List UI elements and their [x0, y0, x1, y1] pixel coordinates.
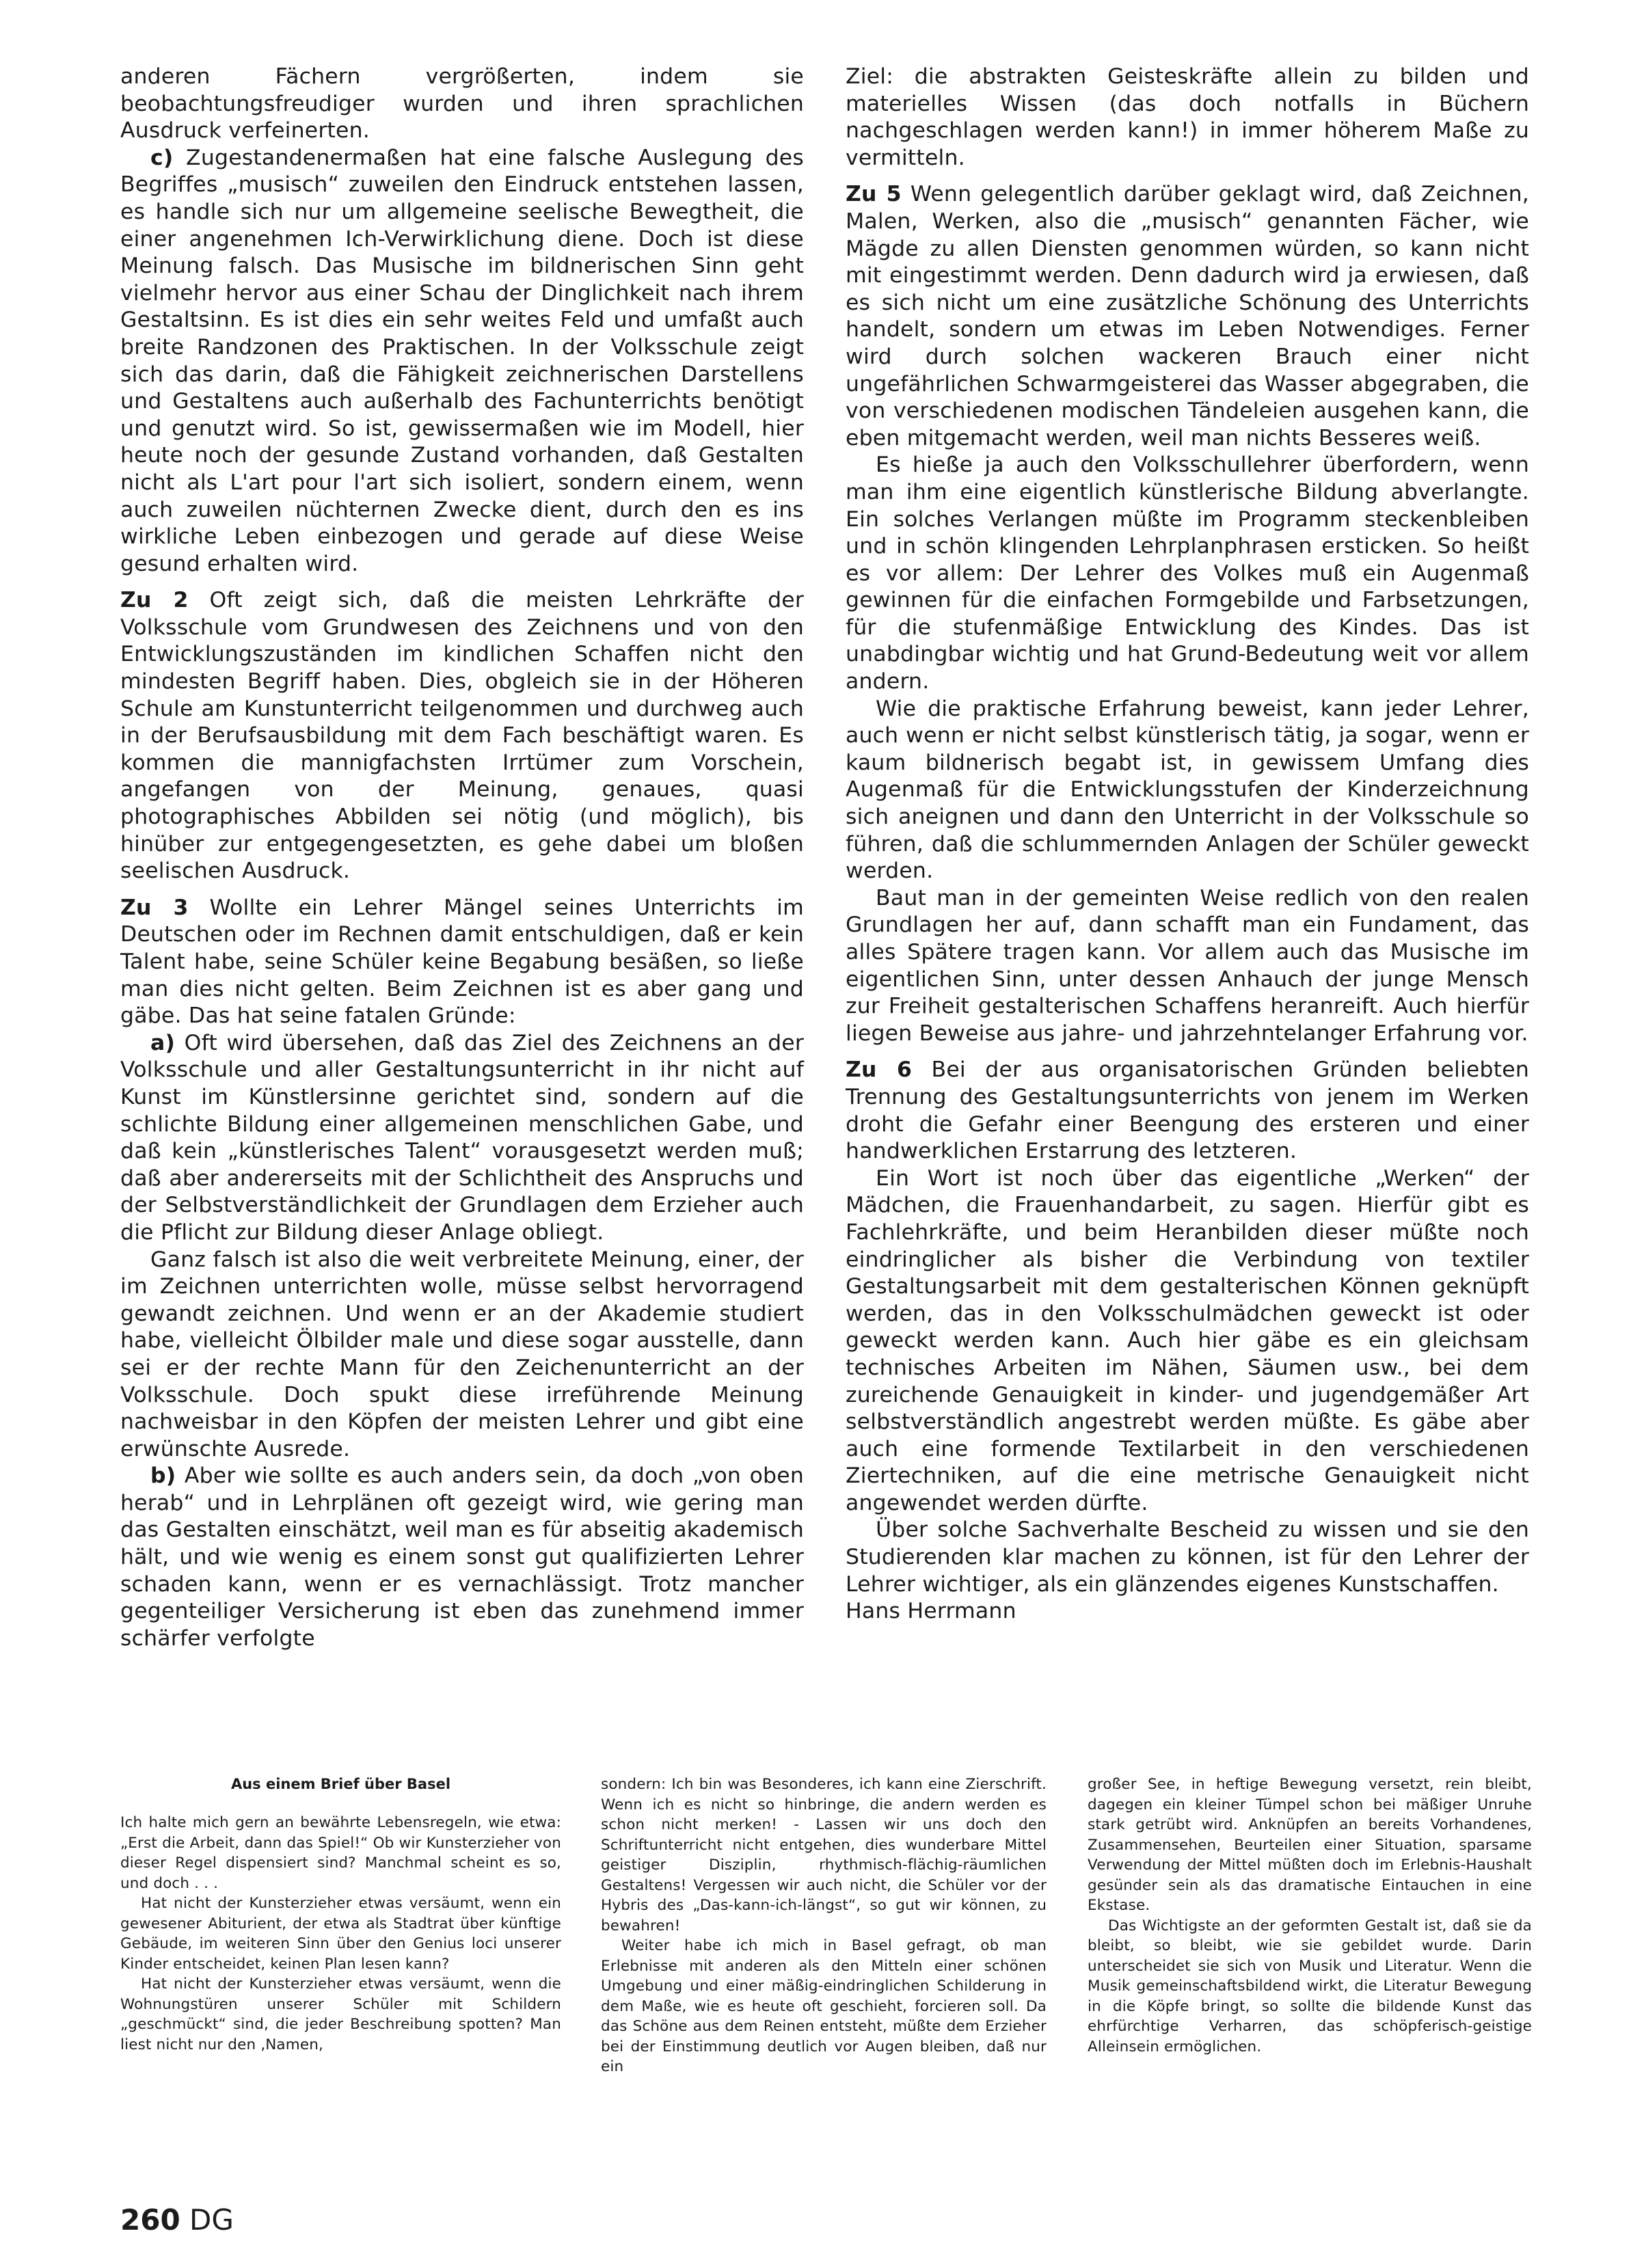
- letter-title: Aus einem Brief über Basel: [230, 1776, 451, 1792]
- article-paragraph: Zu 3 Wollte ein Lehrer Mängel seines Unterrichts im Deutschen oder im Rechnen damit entschuldigen, daß er kein Talent habe, seine Schüler keine Begabung besäßen, so ließe man dies nicht gelten. Beim Zeichnen ist es aber gang und gäbe. Das hat seine fatalen Gründe:: [120, 895, 804, 1029]
- letter-paragraph: sondern: Ich bin was Besonderes, ich kann eine Zierschrift. Wenn ich es nicht so hinbringe, die andern werden es schon nicht merken! - Lassen wir uns doch den Schriftunterricht nicht entgehen, dies wunderbare Mittel geistiger Disziplin, rhythmisch-flächig-räumlichen Gestaltens! Vergessen wir auch nicht, die Schüler vor der Hybris des „Das-kann-ich-längst“, so gut wir können, zu bewahren!: [601, 1776, 1047, 1934]
- article-paragraph: Wie die praktische Erfahrung beweist, kann jeder Lehrer, auch wenn er nicht selbst künstlerisch tätig, ja sogar, wenn er kaum bildnerisch begabt ist, in gewissem Umfang dies Augenmaß für die Entwicklungsstufen der Kinderzeichnung sich aneignen und dann den Unterricht in der Volksschule so führen, daß die schlummernden Anlagen der Schüler geweckt werden.: [846, 696, 1529, 884]
- article-right-column: [846, 64, 1529, 1625]
- letter-column-2: [601, 1774, 1047, 2077]
- article-paragraph: c) Zugestandenermaßen hat eine falsche Auslegung des Begriffes „musisch“ zuweilen den Eindruck entstehen lassen, es handle sich nur um allgemeine seelische Bewegtheit, die einer angenehmen Ich-Verwirklichung diene. Doch ist diese Meinung falsch. Das Musische im bildnerischen Sinn geht vielmehr hervor aus einer Schau der Dinglichkeit nach ihrem Gestaltsinn. Es ist dies ein sehr weites Feld und umfaßt auch breite Randzonen des Praktischen. In der Volksschule zeigt sich das darin, daß die Fähigkeit zeichnerischen Darstellens und Gestaltens auch außerhalb des Fachunterrichts benötigt und genutzt wird. So ist, gewissermaßen wie im Modell, hier heute noch der gesunde Zustand vorhanden, daß Gestalten nicht als L'art pour l'art sich isoliert, sondern einem, wenn auch zuweilen nüchternen Zwecke dient, durch den es ins wirkliche Leben einbezogen und gerade auf diese Weise gesund erhalten wird.: [120, 145, 804, 576]
- article-paragraph: Ziel: die abstrakten Geisteskräfte allein zu bilden und materielles Wissen (das doch notfalls in Büchern nachgeschlagen werden kann!) in immer höherem Maße zu vermitteln.: [846, 64, 1529, 170]
- article-paragraph: Zu 6 Bei der aus organisatorischen Gründen beliebten Trennung des Gestaltungsunterrichts von jenem im Werken droht die Gefahr einer Beengung des ersteren und einer handwerklichen Erstarrung des letzteren.: [846, 1057, 1530, 1164]
- letter-column-3: [1088, 1774, 1532, 2057]
- page-number: 260: [120, 2203, 180, 2237]
- article-left-column: [120, 64, 804, 1652]
- letter-paragraph: Weiter habe ich mich in Basel gefragt, ob man Erlebnisse mit anderen als den Mitteln einer schönen Umgebung und einer mäßig-eindringlichen Schilderung in dem Maße, wie es heute oft geschieht, forcieren soll. Da das Schöne aus dem Reinen entsteht, müßte dem Erzieher bei der Einstimmung deutlich vor Augen bleiben, daß nur ein: [601, 1937, 1047, 2075]
- letter-paragraph: großer See, in heftige Bewegung versetzt, rein bleibt, dagegen ein kleiner Tümpel schon bei mäßiger Unruhe stark getrübt wird. Anknüpfen an bereits Vorhandenes, Zusammensehen, Beurteilen einer Situation, sparsame Verwendung der Mittel müßten doch im Erlebnis-Haushalt gesünder sein als das dramatische Eintauchen in eine Ekstase.: [1088, 1776, 1532, 1914]
- letter-paragraph: Das Wichtigste an der geformten Gestalt ist, daß sie da bleibt, so bleibt, wie sie gebildet wurde. Darin unterscheidet sie sich von Musik und Literatur. Wenn die Musik gemeinschaftsbildend wirkt, die Literatur Bewegung in die Köpfe bringt, so sollte die bildende Kunst das ehrfürchtige Verharren, das schöpferisch-geistige Alleinsein ermöglichen.: [1088, 1917, 1532, 2055]
- article-paragraph: b) Aber wie sollte es auch anders sein, da doch „von oben herab“ und in Lehrplänen oft gezeigt wird, wie gering man das Gestalten einschätzt, weil man es für abseitig akademisch hält, und wie wenig es einem sonst gut qualifizierten Lehrer schaden kann, wenn er es vernachlässigt. Trotz mancher gegenteiliger Versicherung ist eben das zunehmend immer schärfer verfolgte: [120, 1463, 804, 1651]
- article-paragraph: Zu 5 Wenn gelegentlich darüber geklagt wird, daß Zeichnen, Malen, Werken, also die „musisch“ genannten Fächer, wie Mägde zu allen Diensten genommen würden, so kann nicht mit eingestimmt werden. Denn dadurch wird ja erwiesen, daß es sich nicht um eine zusätzliche Schönung des Unterrichts handelt, sondern um etwas im Leben Notwendiges. Ferner wird durch solchen wackeren Brauch einer nicht ungefährlichen Schwarmgeisterei das Wasser abgegraben, die von verschiedenen modischen Tändeleien ausgehen kann, die eben mitgemacht werden, weil man nichts Besseres weiß.: [846, 182, 1529, 450]
- article-paragraph: Ganz falsch ist also die weit verbreitete Meinung, einer, der im Zeichnen unterrichten wolle, müsse selbst hervorragend gewandt zeichnen. Und wenn er an der Akademie studiert habe, vielleicht Ölbilder male und diese sogar ausstelle, dann sei er der rechte Mann für den Zeichenunterricht an der Volksschule. Doch spukt diese irreführende Meinung nachweisbar in den Köpfen der meisten Lehrer und gibt eine erwünschte Ausrede.: [120, 1247, 804, 1461]
- letter-paragraph: Hat nicht der Kunsterzieher etwas versäumt, wenn die Wohnungstüren unserer Schüler mit Schildern „geschmückt“ sind, die jeder Beschreibung spotten? Man liest nicht nur den ‚Namen,: [120, 1975, 561, 2053]
- journal-abbreviation: DG: [189, 2203, 234, 2237]
- article-paragraph: anderen Fächern vergrößerten, indem sie beobachtungsfreudiger wurden und ihren sprachlichen Ausdruck verfeinerten.: [120, 64, 804, 144]
- article-paragraph: Über solche Sachverhalte Bescheid zu wissen und sie den Studierenden klar machen zu können, ist für den Lehrer der Lehrer wichtiger, als ein glänzendes eigenes Kunstschaffen.: [846, 1517, 1529, 1597]
- article-paragraph: a) Oft wird übersehen, daß das Ziel des Zeichnens an der Volksschule und aller Gestaltungsunterricht in ihr nicht auf Kunst im Künstlersinne gerichtet sind, sondern auf die schlichte Bildung einer allgemeinen menschlichen Gabe, und daß kein „künstlerisches Talent“ vorausgesetzt werden muß; daß aber andererseits mit der Schlichtheit des Anspruchs und der Selbstverständlichkeit der Grundlagen dem Erzieher auch die Pflicht zur Bildung dieser Anlage obliegt.: [120, 1030, 804, 1245]
- page-footer: [120, 2202, 234, 2238]
- letter-column-1: [120, 1774, 561, 2055]
- author-signature: Hans Herrmann: [846, 1599, 1016, 1624]
- letter-paragraph: Hat nicht der Kunsterzieher etwas versäumt, wenn ein gewesener Abiturient, der etwa als Stadtrat über künftige Gebäude, im weiteren Sinn über den Genius loci unserer Kinder entscheidet, keinen Plan lesen kann?: [120, 1895, 561, 1973]
- article-paragraph: Baut man in der gemeinten Weise redlich von den realen Grundlagen her auf, dann schafft man ein Fundament, das alles Spätere tragen kann. Vor allem auch das Musische im eigentlichen Sinn, unter dessen Anhauch der junge Mensch zur Freiheit gestalterischen Schaffens heranreift. Auch hierfür liegen Beweise aus jahre- und jahrzehntelanger Erfahrung vor.: [846, 885, 1529, 1046]
- letter-paragraph: Ich halte mich gern an bewährte Lebensregeln, wie etwa: „Erst die Arbeit, dann das Spiel!“ Ob wir Kunsterzieher von dieser Regel dispensiert sind? Manchmal scheint es so, und doch . . .: [120, 1814, 561, 1892]
- article-paragraph: Es hieße ja auch den Volksschullehrer überfordern, wenn man ihm eine eigentlich künstlerische Bildung abverlangte. Ein solches Verlangen müßte im Programm steckenbleiben und in schön klingenden Lehrplanphrasen ersticken. So heißt es vor allem: Der Lehrer des Volkes muß ein Augenmaß gewinnen für die einfachen Formgebilde und Farbsetzungen, für die stufenmäßige Entwicklung des Kindes. Das ist unabdingbar wichtig und hat Grund-Bedeutung weit vor allem andern.: [846, 453, 1529, 694]
- article-paragraph: Ein Wort ist noch über das eigentliche „Werken“ der Mädchen, die Frauenhandarbeit, zu sagen. Hierfür gibt es Fachlehrkräfte, und beim Heranbilden dieser müßte noch eindringlicher als bisher die Verbindung von textiler Gestaltungsarbeit mit dem gestalterischen Können geknüpft werden, das in den Volksschulmädchen geweckt ist oder geweckt werden kann. Auch hier gäbe es ein gleichsam technisches Arbeiten im Nähen, Säumen usw., bei dem zureichende Genauigkeit in kinder- und jugendgemäßer Art selbstverständlich angestrebt werden müßte. Es gäbe aber auch eine formende Textilarbeit in den verschiedenen Ziertechniken, auf die eine metrische Genauigkeit nicht angewendet werden dürfte.: [846, 1165, 1529, 1515]
- article-paragraph: Zu 2 Oft zeigt sich, daß die meisten Lehrkräfte der Volksschule vom Grundwesen des Zeichnens und von den Entwicklungszuständen im kindlichen Schaffen nicht den mindesten Begriff haben. Dies, obgleich sie in der Höheren Schule am Kunstunterricht teilgenommen und durchweg auch in der Berufsausbildung mit dem Fach beschäftigt waren. Es kommen die mannigfachsten Irrtümer zum Vorschein, angefangen von der Meinung, genaues, quasi photographisches Abbilden sei nötig (und möglich), bis hinüber zur entgegengesetzten, es gehe dabei um bloßen seelischen Ausdruck.: [120, 588, 804, 884]
